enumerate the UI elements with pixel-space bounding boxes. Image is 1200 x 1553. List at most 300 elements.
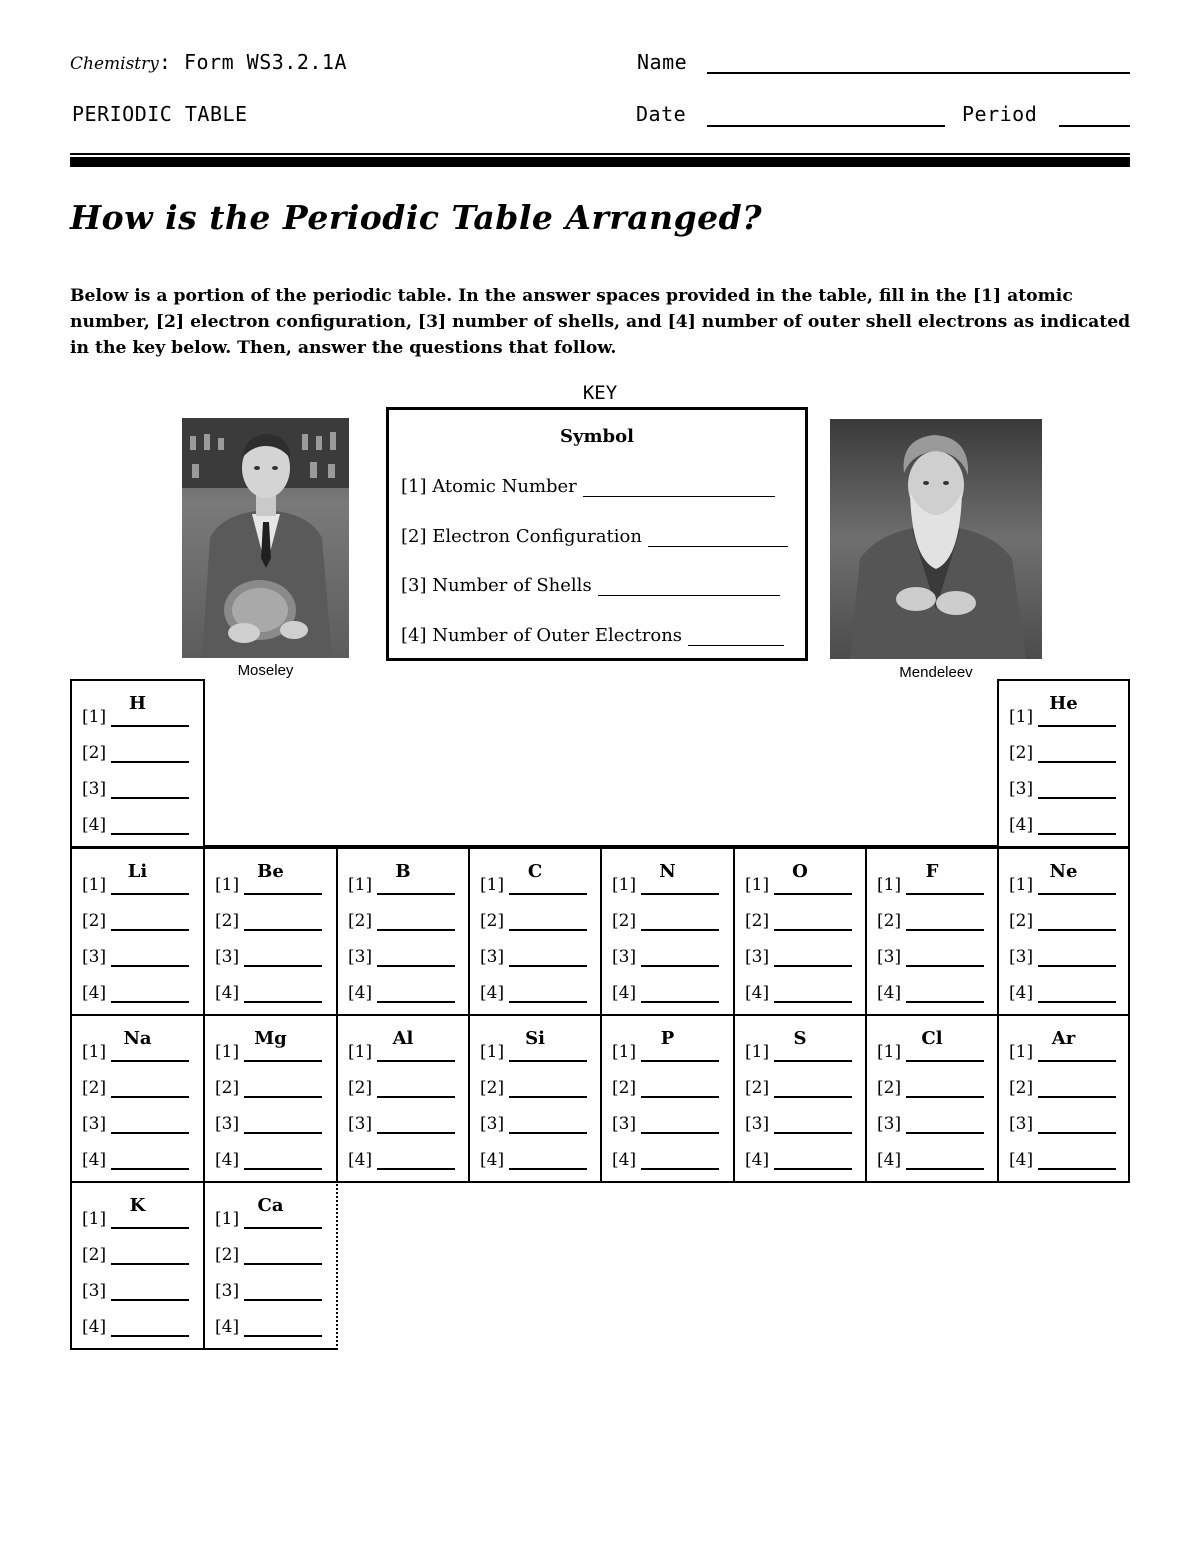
answer-row-label: [4] [1009, 815, 1034, 835]
answer-row-label: [1] [612, 1042, 637, 1062]
answer-blank[interactable] [377, 1152, 455, 1170]
answer-row-label: [4] [612, 983, 637, 1003]
answer-blank[interactable] [1038, 1116, 1116, 1134]
answer-row [82, 983, 189, 1003]
answer-row-label: [3] [215, 1281, 240, 1301]
answer-row [877, 1150, 984, 1170]
element-symbol: S [793, 1028, 807, 1049]
answer-blank[interactable] [641, 877, 719, 895]
answer-row [1009, 1150, 1116, 1170]
answer-blank[interactable] [1038, 709, 1116, 727]
answer-row-label: [3] [82, 947, 107, 967]
answer-row-label: [1] [215, 1042, 240, 1062]
answer-row-label: [4] [215, 983, 240, 1003]
answer-row-label: [2] [480, 911, 505, 931]
answer-blank[interactable] [111, 817, 189, 835]
form-id: : Form WS3.2.1A [158, 50, 347, 74]
answer-blank[interactable] [641, 1152, 719, 1170]
answer-blank[interactable] [641, 949, 719, 967]
answer-row [1009, 1078, 1116, 1098]
element-symbol: Mg [254, 1028, 287, 1049]
answer-blank[interactable] [377, 1044, 455, 1062]
element-cell-p [600, 1014, 735, 1183]
answer-blank[interactable] [509, 985, 587, 1003]
answer-row-label: [3] [82, 1114, 107, 1134]
answer-row-label: [2] [215, 911, 240, 931]
answer-row [82, 875, 189, 895]
answer-blank[interactable] [111, 709, 189, 727]
answer-row-label: [4] [82, 983, 107, 1003]
mendeleev-photo [830, 419, 1042, 659]
answer-row-label: [2] [348, 1078, 373, 1098]
element-cell-c [468, 847, 602, 1016]
answer-blank[interactable] [244, 1283, 322, 1301]
answer-row-label: [3] [348, 947, 373, 967]
name-label: Name [637, 50, 688, 74]
answer-row-label: [1] [1009, 1042, 1034, 1062]
answer-row [877, 1042, 984, 1062]
answer-blank[interactable] [111, 1283, 189, 1301]
answer-row [82, 1150, 189, 1170]
answer-row [1009, 983, 1116, 1003]
answer-row-label: [2] [215, 1078, 240, 1098]
answer-row [1009, 1042, 1116, 1062]
answer-row-label: [1] [82, 1209, 107, 1229]
answer-row [480, 1078, 587, 1098]
answer-row [82, 707, 189, 727]
answer-row-label: [3] [745, 947, 770, 967]
answer-blank[interactable] [377, 913, 455, 931]
answer-blank[interactable] [377, 1116, 455, 1134]
answer-blank[interactable] [111, 781, 189, 799]
answer-row [612, 911, 719, 931]
answer-blank[interactable] [774, 1044, 852, 1062]
answer-blank[interactable] [111, 1080, 189, 1098]
answer-blank[interactable] [111, 745, 189, 763]
answer-row [215, 1209, 322, 1229]
moseley-portrait-icon [182, 418, 349, 658]
element-cell-li [70, 847, 205, 1016]
answer-blank[interactable] [1038, 877, 1116, 895]
answer-blank[interactable] [641, 1080, 719, 1098]
answer-blank[interactable] [111, 949, 189, 967]
answer-row-label: [3] [1009, 947, 1034, 967]
header-rule-thick [70, 157, 1130, 167]
answer-blank[interactable] [774, 1080, 852, 1098]
answer-blank[interactable] [244, 1116, 322, 1134]
answer-row-label: [2] [82, 1245, 107, 1265]
answer-blank[interactable] [111, 1247, 189, 1265]
answer-row [348, 911, 455, 931]
key-line-number-of-shells: [3] Number of Shells [401, 575, 780, 596]
answer-row-label: [1] [612, 875, 637, 895]
element-symbol: P [660, 1028, 675, 1049]
answer-row [215, 1317, 322, 1337]
answer-row-label: [3] [612, 1114, 637, 1134]
element-cell-al [336, 1014, 470, 1183]
answer-row [82, 1317, 189, 1337]
answer-blank[interactable] [641, 913, 719, 931]
answer-blank[interactable] [774, 1152, 852, 1170]
answer-blank[interactable] [1038, 985, 1116, 1003]
answer-blank[interactable] [111, 1211, 189, 1229]
answer-row-label: [1] [82, 707, 107, 727]
answer-row-label: [3] [745, 1114, 770, 1134]
answer-row-label: [3] [612, 947, 637, 967]
answer-row-label: [1] [215, 875, 240, 895]
answer-blank[interactable] [906, 985, 984, 1003]
element-cell-f [865, 847, 999, 1016]
answer-row [612, 1114, 719, 1134]
header-rule-thin [70, 153, 1130, 155]
element-symbol: B [395, 861, 411, 882]
answer-row [82, 779, 189, 799]
moseley-caption: Moseley [237, 662, 294, 679]
answer-blank[interactable] [774, 949, 852, 967]
answer-row [745, 947, 852, 967]
answer-row-label: [2] [82, 911, 107, 931]
answer-blank[interactable] [774, 1116, 852, 1134]
element-symbol: N [659, 861, 676, 882]
moseley-photo [182, 418, 349, 658]
answer-row-label: [1] [1009, 707, 1034, 727]
answer-row [215, 875, 322, 895]
answer-row-label: [3] [877, 947, 902, 967]
answer-row-label: [2] [480, 1078, 505, 1098]
answer-blank[interactable] [111, 1116, 189, 1134]
answer-row-label: [3] [877, 1114, 902, 1134]
element-cell-ar [997, 1014, 1130, 1183]
element-symbol: F [925, 861, 939, 882]
element-symbol: He [1049, 693, 1078, 714]
element-cell-o [733, 847, 867, 1016]
key-symbol: Symbol [560, 426, 634, 447]
answer-row-label: [1] [348, 875, 373, 895]
mendeleev-caption: Mendeleev [899, 664, 973, 681]
answer-blank[interactable] [244, 1080, 322, 1098]
name-field[interactable] [707, 72, 1130, 74]
answer-blank[interactable] [906, 877, 984, 895]
answer-row [480, 983, 587, 1003]
answer-row [480, 1114, 587, 1134]
answer-row [348, 1078, 455, 1098]
answer-blank[interactable] [1038, 1044, 1116, 1062]
answer-blank[interactable] [906, 1152, 984, 1170]
answer-row-label: [4] [82, 1317, 107, 1337]
page-title: How is the Periodic Table Arranged? [70, 198, 763, 237]
element-cell-ne [997, 847, 1130, 1016]
answer-row-label: [2] [1009, 743, 1034, 763]
answer-row-label: [4] [215, 1317, 240, 1337]
answer-blank[interactable] [1038, 913, 1116, 931]
answer-row [877, 911, 984, 931]
answer-blank[interactable] [906, 949, 984, 967]
answer-row [745, 1150, 852, 1170]
answer-row [348, 1150, 455, 1170]
answer-row [877, 1114, 984, 1134]
answer-row [480, 947, 587, 967]
answer-blank[interactable] [509, 877, 587, 895]
answer-row [612, 875, 719, 895]
answer-blank[interactable] [906, 913, 984, 931]
answer-row-label: [2] [877, 1078, 902, 1098]
answer-row-label: [4] [612, 1150, 637, 1170]
answer-blank[interactable] [377, 1080, 455, 1098]
element-cell-be [203, 847, 338, 1016]
answer-row [215, 983, 322, 1003]
answer-row [1009, 707, 1116, 727]
date-field[interactable] [707, 125, 945, 127]
answer-row [480, 1042, 587, 1062]
answer-blank[interactable] [641, 1116, 719, 1134]
answer-row-label: [2] [612, 1078, 637, 1098]
answer-row-label: [4] [745, 983, 770, 1003]
answer-row [215, 1281, 322, 1301]
answer-row-label: [2] [215, 1245, 240, 1265]
answer-row [1009, 911, 1116, 931]
key-line-electron-configuration: [2] Electron Configuration [401, 526, 788, 547]
element-cell-k [70, 1181, 205, 1350]
answer-row [82, 1042, 189, 1062]
answer-row-label: [1] [480, 1042, 505, 1062]
element-symbol: Si [525, 1028, 545, 1049]
answer-row-label: [4] [82, 1150, 107, 1170]
answer-row [215, 1150, 322, 1170]
answer-row-label: [4] [480, 1150, 505, 1170]
answer-row-label: [3] [82, 1281, 107, 1301]
answer-row [348, 1114, 455, 1134]
course-label: Chemistry [70, 54, 159, 74]
answer-row-label: [3] [215, 1114, 240, 1134]
answer-blank[interactable] [509, 1152, 587, 1170]
answer-row-label: [1] [877, 875, 902, 895]
answer-blank[interactable] [244, 1211, 322, 1229]
answer-row-label: [2] [745, 911, 770, 931]
answer-row [215, 911, 322, 931]
answer-blank[interactable] [244, 1247, 322, 1265]
answer-row [215, 1042, 322, 1062]
element-cell-na [70, 1014, 205, 1183]
answer-row-label: [3] [215, 947, 240, 967]
element-cell-si [468, 1014, 602, 1183]
key-line-outer-electrons: [4] Number of Outer Electrons [401, 625, 784, 646]
answer-blank[interactable] [509, 1080, 587, 1098]
answer-blank[interactable] [1038, 745, 1116, 763]
element-cell-h [70, 679, 205, 848]
answer-blank[interactable] [509, 949, 587, 967]
answer-blank[interactable] [377, 877, 455, 895]
answer-blank[interactable] [244, 1152, 322, 1170]
worksheet-subtitle: PERIODIC TABLE [72, 102, 248, 126]
answer-row-label: [4] [82, 815, 107, 835]
answer-row-label: [4] [877, 1150, 902, 1170]
answer-row [215, 1078, 322, 1098]
answer-blank[interactable] [111, 1319, 189, 1337]
date-label: Date [636, 102, 687, 126]
answer-row-label: [4] [1009, 1150, 1034, 1170]
answer-row-label: [4] [215, 1150, 240, 1170]
answer-blank[interactable] [641, 1044, 719, 1062]
answer-row [612, 1042, 719, 1062]
answer-blank[interactable] [1038, 817, 1116, 835]
answer-row-label: [1] [745, 875, 770, 895]
answer-row [745, 1114, 852, 1134]
answer-row [82, 1281, 189, 1301]
period-field[interactable] [1059, 125, 1130, 127]
answer-row [82, 911, 189, 931]
answer-row [1009, 779, 1116, 799]
answer-row [215, 947, 322, 967]
answer-row [82, 1209, 189, 1229]
answer-row [745, 875, 852, 895]
answer-row [612, 1150, 719, 1170]
answer-blank[interactable] [377, 949, 455, 967]
answer-row-label: [1] [82, 1042, 107, 1062]
course-line [70, 50, 347, 74]
element-symbol: Be [257, 861, 284, 882]
answer-row [877, 875, 984, 895]
answer-blank[interactable] [1038, 1080, 1116, 1098]
element-symbol: Al [392, 1028, 414, 1049]
answer-row [612, 1078, 719, 1098]
answer-blank[interactable] [906, 1116, 984, 1134]
answer-row [612, 947, 719, 967]
key-box [386, 407, 808, 661]
answer-blank[interactable] [1038, 781, 1116, 799]
answer-row [480, 911, 587, 931]
answer-row [877, 983, 984, 1003]
answer-blank[interactable] [1038, 949, 1116, 967]
answer-row-label: [4] [348, 1150, 373, 1170]
answer-row-label: [4] [877, 983, 902, 1003]
element-symbol: K [129, 1195, 146, 1216]
answer-row-label: [4] [480, 983, 505, 1003]
answer-row-label: [1] [877, 1042, 902, 1062]
answer-row-label: [2] [877, 911, 902, 931]
answer-blank[interactable] [906, 1080, 984, 1098]
answer-blank[interactable] [111, 1152, 189, 1170]
answer-row-label: [3] [1009, 1114, 1034, 1134]
answer-blank[interactable] [641, 985, 719, 1003]
answer-row [1009, 1114, 1116, 1134]
key-title: KEY [582, 382, 618, 404]
answer-blank[interactable] [244, 1044, 322, 1062]
answer-blank[interactable] [774, 985, 852, 1003]
answer-row-label: [1] [348, 1042, 373, 1062]
answer-row-label: [2] [82, 743, 107, 763]
answer-row-label: [3] [348, 1114, 373, 1134]
element-cell-ca [203, 1181, 338, 1350]
answer-row-label: [3] [480, 1114, 505, 1134]
answer-row-label: [2] [1009, 1078, 1034, 1098]
answer-row [612, 983, 719, 1003]
element-cell-b [336, 847, 470, 1016]
answer-row [480, 1150, 587, 1170]
answer-row-label: [2] [348, 911, 373, 931]
answer-row [215, 1245, 322, 1265]
answer-row-label: [2] [612, 911, 637, 931]
answer-row [82, 1078, 189, 1098]
answer-row [82, 1114, 189, 1134]
answer-row-label: [3] [480, 947, 505, 967]
element-cell-mg [203, 1014, 338, 1183]
answer-blank[interactable] [906, 1044, 984, 1062]
answer-row [1009, 743, 1116, 763]
answer-blank[interactable] [509, 1116, 587, 1134]
answer-row [745, 1078, 852, 1098]
answer-blank[interactable] [1038, 1152, 1116, 1170]
answer-row [745, 1042, 852, 1062]
answer-blank[interactable] [509, 913, 587, 931]
answer-row [348, 947, 455, 967]
answer-row [480, 875, 587, 895]
element-cell-he [997, 679, 1130, 848]
answer-blank[interactable] [111, 877, 189, 895]
answer-row-label: [4] [745, 1150, 770, 1170]
instructions: Below is a portion of the periodic table. In the answer spaces provided in the table, fill in the [1] atomic number, [2] electron configuration, [3] number of shells, and [4] number of outer shell electrons as indicated in the key below. Then, answer the questions that follow. [70, 286, 1131, 358]
answer-row-label: [2] [1009, 911, 1034, 931]
answer-blank[interactable] [111, 985, 189, 1003]
element-cell-s [733, 1014, 867, 1183]
element-symbol: Ar [1051, 1028, 1076, 1049]
answer-row [215, 1114, 322, 1134]
answer-row [82, 1245, 189, 1265]
answer-row [745, 983, 852, 1003]
answer-blank[interactable] [111, 913, 189, 931]
answer-blank[interactable] [774, 877, 852, 895]
answer-blank[interactable] [244, 985, 322, 1003]
answer-blank[interactable] [244, 949, 322, 967]
answer-row-label: [1] [745, 1042, 770, 1062]
answer-row [745, 911, 852, 931]
answer-row-label: [3] [82, 779, 107, 799]
answer-row [1009, 875, 1116, 895]
answer-row-label: [1] [82, 875, 107, 895]
answer-blank[interactable] [244, 1319, 322, 1337]
answer-row [1009, 815, 1116, 835]
mendeleev-portrait-icon [830, 419, 1042, 659]
answer-blank[interactable] [244, 913, 322, 931]
element-symbol: O [792, 861, 808, 882]
answer-row [877, 1078, 984, 1098]
answer-row-label: [3] [1009, 779, 1034, 799]
answer-row-label: [2] [82, 1078, 107, 1098]
key-line-atomic-number: [1] Atomic Number [401, 476, 775, 497]
answer-blank[interactable] [244, 877, 322, 895]
answer-row [82, 947, 189, 967]
answer-row [348, 983, 455, 1003]
element-symbol: Cl [921, 1028, 943, 1049]
answer-row [82, 743, 189, 763]
answer-row-label: [4] [348, 983, 373, 1003]
element-cell-n [600, 847, 735, 1016]
answer-row [348, 1042, 455, 1062]
element-cell-cl [865, 1014, 999, 1183]
element-symbol: Li [127, 861, 148, 882]
answer-blank[interactable] [509, 1044, 587, 1062]
answer-row [348, 875, 455, 895]
answer-blank[interactable] [774, 913, 852, 931]
element-symbol: Na [123, 1028, 152, 1049]
answer-row-label: [4] [1009, 983, 1034, 1003]
answer-row [1009, 947, 1116, 967]
answer-row-label: [2] [745, 1078, 770, 1098]
answer-blank[interactable] [111, 1044, 189, 1062]
answer-row-label: [1] [1009, 875, 1034, 895]
answer-row-label: [1] [480, 875, 505, 895]
element-symbol: C [527, 861, 543, 882]
answer-blank[interactable] [377, 985, 455, 1003]
